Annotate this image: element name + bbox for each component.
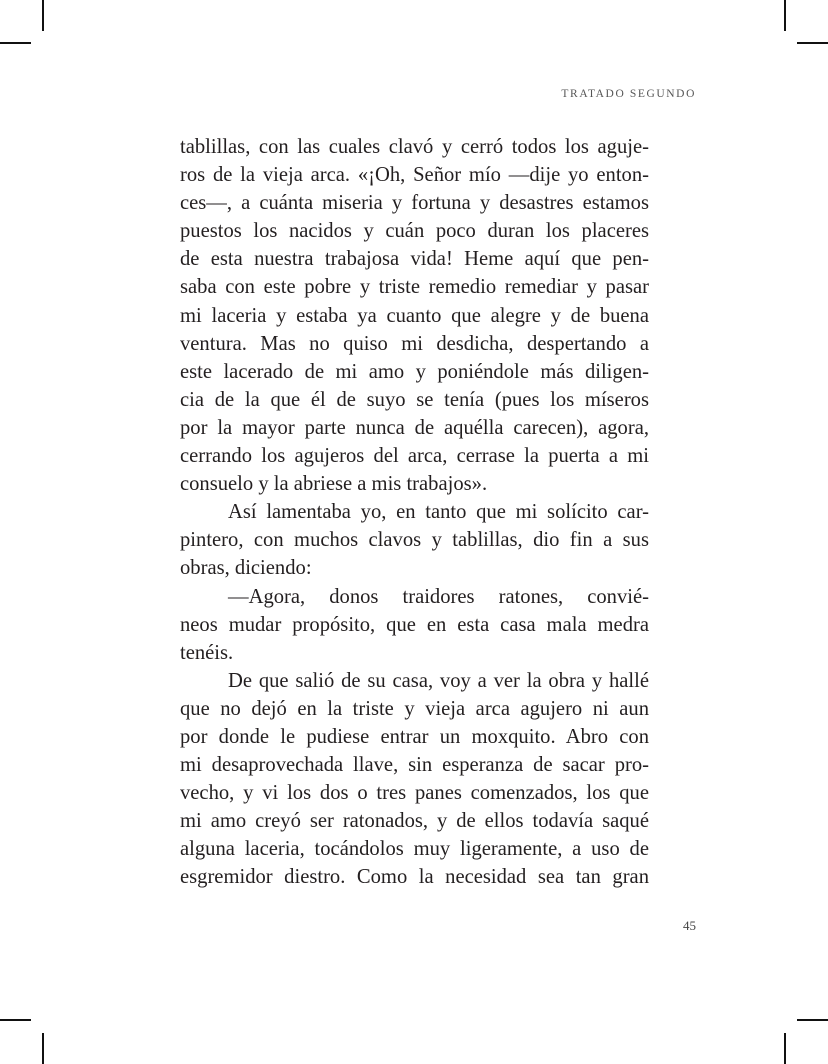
crop-mark-bottom-left-horizontal (0, 1019, 31, 1021)
text-line: tenéis. (180, 641, 234, 664)
text-line: saba con este pobre y triste remedio remediar y pasar (180, 276, 649, 299)
text-line: pintero, con muchos clavos y tablillas, dio fin a sus (180, 529, 649, 552)
crop-mark-top-left-vertical (42, 0, 44, 31)
text-line: alguna laceria, tocándolos muy ligeramente, a uso de (180, 838, 649, 861)
paragraph (180, 133, 649, 498)
text-line: neos mudar propósito, que en esta casa mala medra (180, 613, 649, 636)
text-line: consuelo y la abriese a mis trabajos». (180, 473, 488, 496)
text-line: mi desaprovechada llave, sin esperanza de sacar pro- (180, 754, 649, 777)
text-line: ventura. Mas no quiso mi desdicha, despertando a (180, 332, 649, 355)
running-head: TRATADO SEGUNDO (561, 88, 696, 100)
text-line: esgremidor diestro. Como la necesidad sea tan gran (180, 866, 649, 889)
crop-mark-bottom-right-vertical (784, 1033, 786, 1064)
crop-mark-bottom-left-vertical (42, 1033, 44, 1064)
paragraph (180, 667, 649, 892)
text-line: obras, diciendo: (180, 557, 312, 580)
body-text (180, 133, 649, 892)
text-line: Así lamentaba yo, en tanto que mi solícito car- (228, 501, 649, 524)
crop-mark-top-right-vertical (784, 0, 786, 31)
text-line: vecho, y vi los dos o tres panes comenzados, los que (180, 782, 649, 805)
text-line: ces—, a cuánta miseria y fortuna y desastres estamos (180, 192, 649, 215)
text-line: puestos los nacidos y cuán poco duran los placeres (180, 220, 649, 243)
text-line: tablillas, con las cuales clavó y cerró todos los aguje- (180, 136, 649, 158)
text-line: por la mayor parte nunca de aquélla carecen), agora, (180, 416, 649, 439)
crop-mark-top-left-horizontal (0, 42, 31, 44)
paragraph (180, 498, 649, 582)
page-number: 45 (683, 918, 696, 933)
crop-mark-top-right-horizontal (797, 42, 828, 44)
paragraph (180, 583, 649, 667)
text-line: por donde le pudiese entrar un moxquito. Abro con (180, 725, 649, 748)
text-line: cerrando los agujeros del arca, cerrase la puerta a mi (180, 445, 649, 468)
text-line: —Agora, donos traidores ratones, convié- (228, 585, 649, 608)
text-line: mi laceria y estaba ya cuanto que alegre y de buena (180, 304, 649, 327)
text-line: ros de la vieja arca. «¡Oh, Señor mío —dije yo enton- (180, 164, 649, 187)
text-line: De que salió de su casa, voy a ver la obra y hallé (228, 669, 649, 692)
text-line: este lacerado de mi amo y poniéndole más diligen- (180, 360, 649, 383)
text-line: mi amo creyó ser ratonados, y de ellos todavía saqué (180, 810, 649, 833)
text-line: de esta nuestra trabajosa vida! Heme aquí que pen- (180, 248, 649, 271)
text-line: cia de la que él de suyo se tenía (pues los míseros (180, 388, 649, 411)
crop-mark-bottom-right-horizontal (797, 1019, 828, 1021)
text-line: que no dejó en la triste y vieja arca agujero ni aun (180, 697, 649, 720)
